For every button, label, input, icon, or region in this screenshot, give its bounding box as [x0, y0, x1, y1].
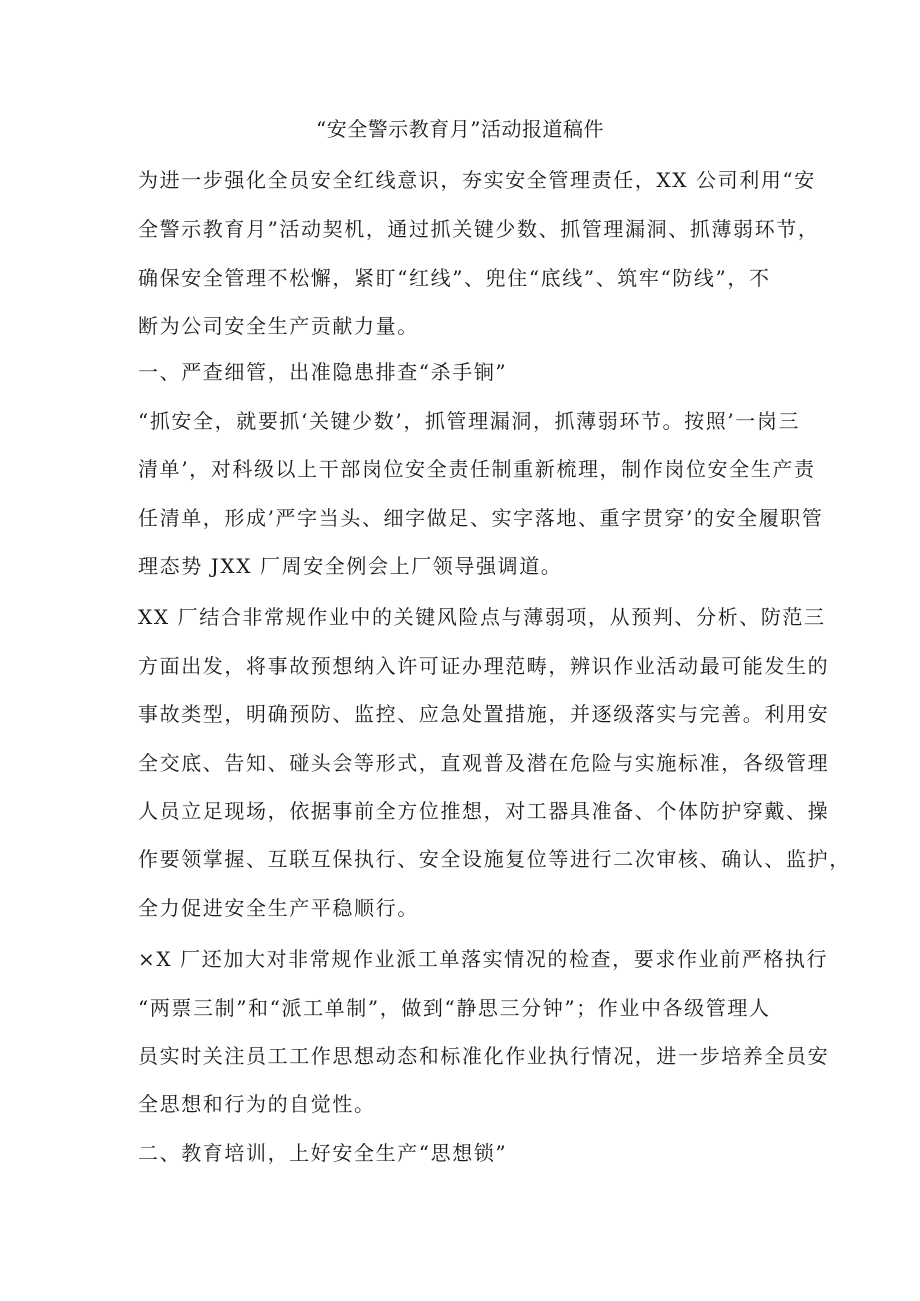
text-line: ×X 厂还加大对非常规作业派工单落实情况的检查，要求作业前严格执行 [138, 947, 829, 971]
text-line: “抓安全，就要抓‘关键少数’，抓管理漏洞，抓薄弱环节。按照’一岗三 [138, 409, 801, 433]
section-heading: 一、严查细管，出准隐患排查“杀手锏” [138, 360, 508, 384]
document-title: “安全警示教育月”活动报道稿件 [316, 117, 604, 141]
text-line: 确保安全管理不松懈，紧盯“红线”、兜住“底线”、筑牢“防线”，不 [138, 266, 771, 290]
text-line: 事故类型，明确预防、监控、应急处置措施，并逐级落实与完善。利用安 [138, 702, 830, 726]
text-line: XX 厂结合非常规作业中的关键风险点与薄弱项，从预判、分析、防范三 [138, 605, 826, 629]
text-line: 全警示教育月”活动契机，通过抓关键少数、抓管理漏洞、抓薄弱环节， [138, 217, 820, 241]
text-line: 作要领掌握、互联互保执行、安全设施复位等进行二次审核、确认、监护， [138, 847, 851, 871]
text-line: 人员立足现场，依据事前全方位推想，对工器具准备、个体防护穿戴、操 [138, 799, 830, 823]
text-line: 全力促进安全生产平稳顺行。 [138, 896, 419, 920]
text-line: 方面出发，将事故预想纳入许可证办理范畴，辨识作业活动最可能发生的 [138, 654, 830, 678]
text-line: 全交底、告知、碰头会等形式，直观普及潜在危险与实施标准，各级管理 [138, 751, 830, 775]
section-heading: 二、教育培训，上好安全生产“思想锁” [138, 1141, 508, 1165]
text-line: “两票三制”和“派工单制”，做到“静思三分钟”；作业中各级管理人 [138, 996, 771, 1020]
text-line: 任清单，形成’严字当头、细字做足、实字落地、重字贯穿’的安全履职管 [138, 506, 824, 530]
text-line: 清单’，对科级以上干部岗位安全责任制重新梳理，制作岗位安全生产责 [138, 457, 816, 481]
text-line: 为进一步强化全员安全红线意识，夯实安全管理责任，XX 公司利用“安 [138, 168, 816, 192]
text-line: 员实时关注员工工作思想动态和标准化作业执行情况，进一步培养全员安 [138, 1044, 830, 1068]
text-line: 全思想和行为的自觉性。 [138, 1092, 376, 1116]
text-line: 断为公司安全生产贡献力量。 [138, 314, 419, 338]
text-line: 理态势 JXX 厂周安全例会上厂领导强调道。 [138, 554, 563, 578]
